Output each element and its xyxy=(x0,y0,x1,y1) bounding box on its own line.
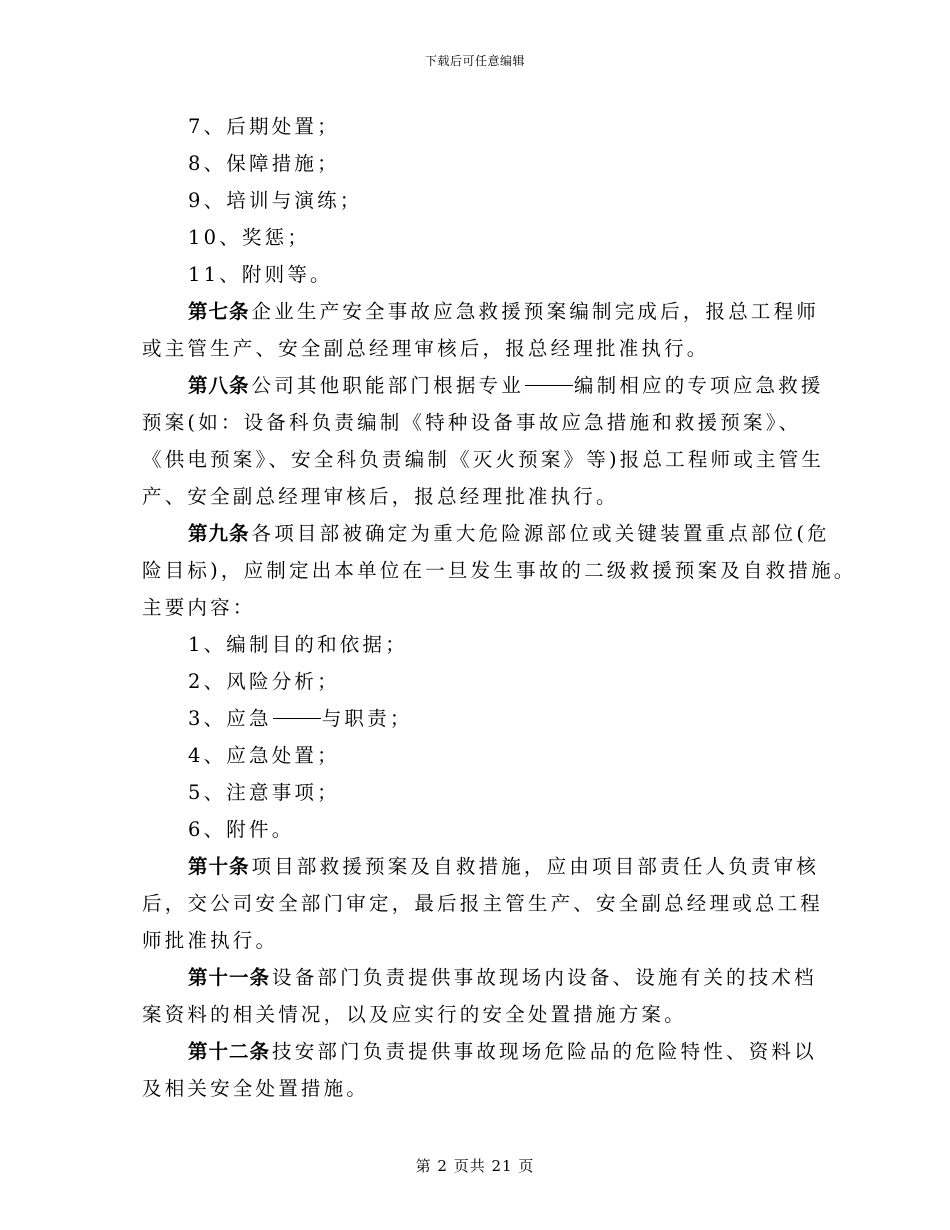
list-item: 1、编制目的和依据； xyxy=(188,633,408,656)
page-footer: 第 2 页共 21 页 xyxy=(415,1157,535,1175)
article-10-text: 项目部救援预案及自救措施，应由项目部责任人负责审核 xyxy=(251,855,820,878)
list-item: 5、注意事项； xyxy=(188,781,340,804)
list-item: 6、附件。 xyxy=(188,818,295,841)
list-item xyxy=(142,700,817,737)
list-item-text: 3、应急 xyxy=(188,707,272,730)
document-body xyxy=(142,108,857,1107)
article-8-line: 产、安全副总经理审核后，报总经理批准执行。 xyxy=(142,485,619,508)
article-8-line: 《供电预案》、安全科负责编制《灭火预案》等)报总工程师或主管生 xyxy=(142,448,825,471)
page-header: 下载后可任意编辑 xyxy=(424,54,525,68)
list-item-text: 与职责； xyxy=(321,707,413,730)
article-7-title: 第七条 xyxy=(188,300,250,323)
list-item: 8、保障措施； xyxy=(188,152,340,175)
article-9-line: 主要内容： xyxy=(142,596,256,619)
blank-underline xyxy=(525,384,573,386)
article-8-text: 编制相应的专项应急救援 xyxy=(573,374,824,397)
article-8-title: 第八条 xyxy=(188,374,250,397)
article-10-line: 后，交公司安全部门审定，最后报主管生产、安全副总经理或总工程 xyxy=(142,892,824,915)
article-7-line: 或主管生产、安全副总经理审核后，报总经理批准执行。 xyxy=(142,337,710,360)
article-12-text: 技安部门负责提供事故现场危险品的危险特性、资料以 xyxy=(272,1040,817,1063)
article-12-line xyxy=(142,1033,817,1070)
article-11-title: 第十一条 xyxy=(188,966,271,989)
article-9-line: 险目标)，应制定出本单位在一旦发生事故的二级救援预案及自救措施。 xyxy=(142,559,857,582)
article-9-line xyxy=(142,515,830,552)
article-11-text: 设备部门负责提供事故现场内设备、设施有关的技术档 xyxy=(272,966,817,989)
article-8-line: 预案(如：设备科负责编制《特种设备事故应急措施和救援预案》、 xyxy=(142,411,802,434)
list-item: 9、培训与演练； xyxy=(188,189,363,212)
list-item: 4、应急处置； xyxy=(188,744,340,767)
article-10-line: 师批准执行。 xyxy=(142,929,279,952)
article-10-line xyxy=(142,848,820,885)
article-8-line xyxy=(142,367,824,404)
list-item: 11、附则等。 xyxy=(188,263,333,286)
article-11-line: 案资料的相关情况，以及应实行的安全处置措施方案。 xyxy=(142,1003,687,1026)
article-7-text: 企业生产安全事故应急救援预案编制完成后，报总工程师 xyxy=(251,300,820,323)
blank-underline xyxy=(273,717,321,719)
article-9-text: 各项目部被确定为重大危险源部位或关键装置重点部位(危 xyxy=(251,522,830,545)
list-item: 10、奖惩； xyxy=(188,226,311,249)
list-item: 7、后期处置； xyxy=(188,115,340,138)
article-8-text: 公司其他职能部门根据专业 xyxy=(251,374,524,397)
article-12-line: 及相关安全处置措施。 xyxy=(142,1077,370,1100)
article-11-line xyxy=(142,959,817,996)
article-9-title: 第九条 xyxy=(188,522,250,545)
article-10-title: 第十条 xyxy=(188,855,250,878)
article-12-title: 第十二条 xyxy=(188,1040,271,1063)
article-7-line xyxy=(142,293,820,330)
list-item: 2、风险分析； xyxy=(188,670,340,693)
